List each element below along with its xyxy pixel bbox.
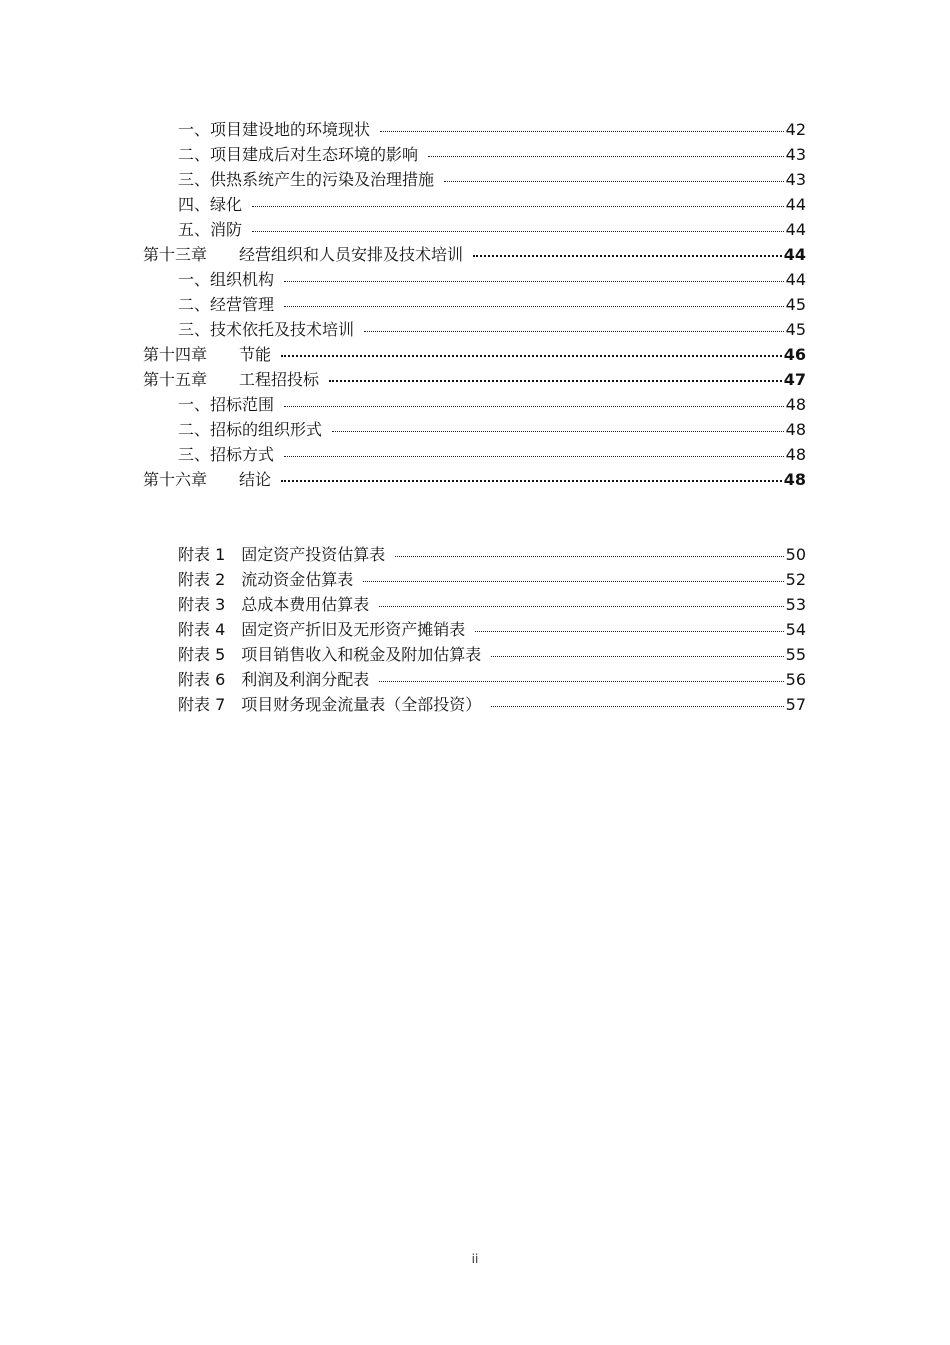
dot-leader	[475, 631, 783, 632]
dot-leader	[473, 255, 782, 257]
toc-section-entry[interactable]	[178, 195, 806, 217]
dot-leader	[491, 656, 783, 657]
toc-entry-page: 44	[785, 220, 806, 239]
dot-leader	[284, 406, 784, 407]
toc-entry-page: 45	[785, 295, 806, 314]
toc-entry-page: 43	[785, 145, 806, 164]
toc-section-entry[interactable]	[178, 120, 806, 142]
toc-section-entry[interactable]	[178, 145, 806, 167]
toc-entry-page: 57	[785, 695, 806, 714]
dot-leader	[395, 556, 783, 557]
dot-leader	[281, 480, 782, 482]
toc-entry-title: 附表 2 流动资金估算表	[178, 570, 354, 589]
toc-appendix-entry[interactable]	[178, 695, 806, 717]
dot-leader	[284, 306, 784, 307]
toc-chapter-entry[interactable]	[143, 370, 806, 392]
toc-entry-page: 54	[785, 620, 806, 639]
toc-section-entry[interactable]	[178, 270, 806, 292]
toc-entry-page: 43	[785, 170, 806, 189]
dot-leader	[491, 706, 783, 707]
toc-entry-title: 四、绿化	[178, 195, 243, 214]
toc-entry-title: 第十四章 节能	[143, 345, 272, 364]
dot-leader	[379, 681, 783, 682]
toc-entry-title: 第十五章 工程招投标	[143, 370, 320, 389]
toc-entry-title: 二、招标的组织形式	[178, 420, 323, 439]
dot-leader	[379, 606, 783, 607]
toc-entry-title: 一、招标范围	[178, 395, 275, 414]
toc-appendix-entry[interactable]	[178, 645, 806, 667]
toc-entry-title: 三、技术依托及技术培训	[178, 320, 355, 339]
toc-entry-page: 48	[785, 445, 806, 464]
dot-leader	[363, 581, 783, 582]
dot-leader	[281, 355, 782, 357]
toc-appendix-entry[interactable]	[178, 545, 806, 567]
toc-appendix-entry[interactable]	[178, 595, 806, 617]
page-number: ii	[471, 1252, 479, 1266]
toc-section-entry[interactable]	[178, 170, 806, 192]
toc-entry-page: 48	[785, 420, 806, 439]
toc-chapter-entry[interactable]	[143, 470, 806, 492]
toc-entry-title: 附表 6 利润及利润分配表	[178, 670, 370, 689]
dot-leader	[252, 231, 784, 232]
toc-chapter-entry[interactable]	[143, 245, 806, 267]
toc-entry-title: 附表 7 项目财务现金流量表（全部投资）	[178, 695, 482, 714]
dot-leader	[332, 431, 784, 432]
dot-leader	[444, 181, 784, 182]
dot-leader	[252, 206, 784, 207]
dot-leader	[329, 380, 782, 382]
toc-entry-title: 附表 4 固定资产折旧及无形资产摊销表	[178, 620, 466, 639]
toc-appendix-entry[interactable]	[178, 620, 806, 642]
toc-entry-page: 52	[785, 570, 806, 589]
toc-entry-page: 42	[785, 120, 806, 139]
dot-leader	[364, 331, 784, 332]
toc-entry-title: 附表 5 项目销售收入和税金及附加估算表	[178, 645, 482, 664]
toc-appendix-entry[interactable]	[178, 670, 806, 692]
toc-appendix-entry[interactable]	[178, 570, 806, 592]
toc-entry-title: 二、项目建成后对生态环境的影响	[178, 145, 419, 164]
toc-entry-title: 附表 3 总成本费用估算表	[178, 595, 370, 614]
toc-entry-title: 一、组织机构	[178, 270, 275, 289]
toc-section-entry[interactable]	[178, 220, 806, 242]
toc-entry-page: 47	[783, 370, 806, 389]
toc-entry-title: 附表 1 固定资产投资估算表	[178, 545, 386, 564]
toc-entry-page: 44	[783, 245, 806, 264]
toc-entry-title: 三、供热系统产生的污染及治理措施	[178, 170, 435, 189]
toc-chapter-entry[interactable]	[143, 345, 806, 367]
toc-entry-page: 45	[785, 320, 806, 339]
toc-entry-title: 第十六章 结论	[143, 470, 272, 489]
toc-entry-page: 50	[785, 545, 806, 564]
toc-entry-page: 44	[785, 270, 806, 289]
dot-leader	[428, 156, 784, 157]
toc-entry-title: 五、消防	[178, 220, 243, 239]
toc-section-entry[interactable]	[178, 295, 806, 317]
toc-entry-page: 44	[785, 195, 806, 214]
toc-section-entry[interactable]	[178, 395, 806, 417]
toc-entry-title: 一、项目建设地的环境现状	[178, 120, 371, 139]
toc-entry-page: 48	[783, 470, 806, 489]
dot-leader	[380, 131, 784, 132]
toc-entry-page: 55	[785, 645, 806, 664]
toc-entry-title: 第十三章 经营组织和人员安排及技术培训	[143, 245, 464, 264]
toc-section-entry[interactable]	[178, 420, 806, 442]
toc-entry-title: 三、招标方式	[178, 445, 275, 464]
toc-entry-page: 46	[783, 345, 806, 364]
toc-entry-page: 53	[785, 595, 806, 614]
toc-section-entry[interactable]	[178, 445, 806, 467]
toc-entry-title: 二、经营管理	[178, 295, 275, 314]
toc-entry-page: 48	[785, 395, 806, 414]
toc-entry-page: 56	[785, 670, 806, 689]
dot-leader	[284, 281, 784, 282]
dot-leader	[284, 456, 784, 457]
toc-section-entry[interactable]	[178, 320, 806, 342]
